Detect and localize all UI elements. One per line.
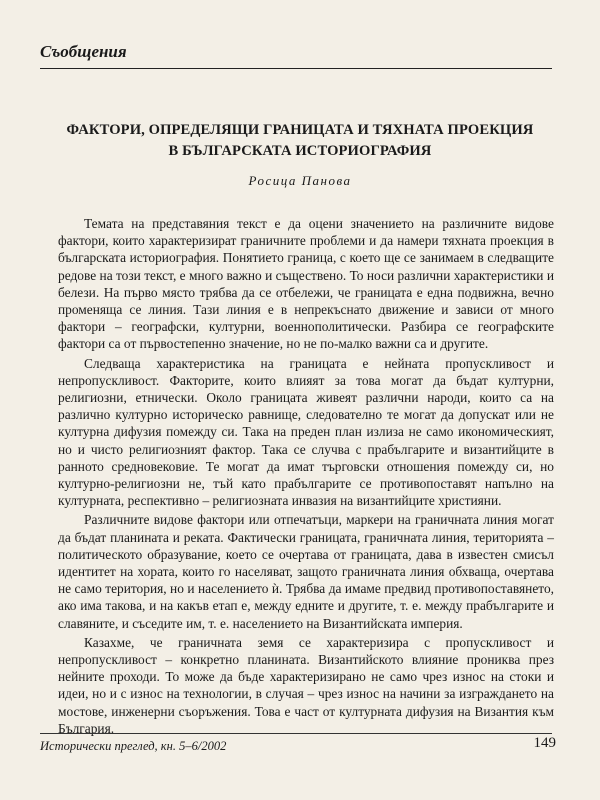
- footer-rule: [40, 733, 552, 734]
- paragraph-3: Различните видове фактори или отпечатъци, маркери на граничната линия могат да бъдат планината и реката. Фактически границата, граничната линия, територията – политическото образувание, което се очертава от границата, дава в известен смисъл идентитет на хората, които го населяват, защото граничната линия обхваща, очертава не само територия, но и населението ѝ. Трябва да имаме предвид противопоставянето, ако има такова, и на какъв етап е, между едните и другите, т. е. между прабългарите и славяните, и съседите им, т. е. населението на Византийската империя.: [58, 512, 554, 631]
- paragraph-4: Казахме, че граничната земя се характеризира с пропускливост и непропускливост – конкретно планината. Византийското влияние прониква през нейните проходи. То може да бъде характеризирано не само чрез износ на стоки и идеи, но и с износ на технологии, в случая – чрез износ на начини за изграждането на мостове, инженерни съоръжения. Това е част от културната дифузия на Византия към България.: [58, 634, 554, 736]
- article-title-line-2: В БЪЛГАРСКАТА ИСТОРИОГРАФИЯ: [168, 143, 432, 159]
- paragraph-1: Темата на представяния текст е да оцени значението на различните видове фактори, които характеризират граничните проблеми и да намери тяхната проекция в българската историография. Понятието граница, с което ще се занимаем в следващите редове на този текст, е много важно и съществено. То носи различни характеристики и белези. На първо място трябва да се отбележи, че границата е една подвижна, вечно променяща се линия. Тази линия е в непрекъснато движение и зависи от много фактори – географски, културни, военнополитически. Разбира се географските фактори са от първостепенно значение, но не по-малко важни са и другите.: [58, 216, 554, 352]
- section-label: Съобщения: [40, 42, 127, 61]
- article-author: Росица Панова: [248, 173, 352, 188]
- article-title: [40, 120, 560, 162]
- journal-reference: Исторически преглед, кн. 5–6/2002: [40, 739, 227, 753]
- paragraph-2: Следваща характеристика на границата е нейната пропускливост и непропускливост. Факторите, които влияят за това могат да бъдат културни, религиозни, етнически. Около границата живеят различни народи, които са на различно културно историческо равнище, следователно те могат да допускат или не културна дифузия помежду си. Така на преден план излиза не само икономическият, но и чисто религиозният фактор. Така се случва с прабългарите и византийците в ранното средновековие. Те могат да имат търговски отношения помежду си, но културно-религиозни не, тъй като прабългарите се противопоставят напълно на културната, респективно – религиозната инвазия на византийците християни.: [58, 355, 554, 509]
- header-rule: [40, 68, 552, 69]
- page-number: 149: [533, 735, 556, 751]
- article-body: [58, 215, 554, 739]
- article-title-line-1: ФАКТОРИ, ОПРЕДЕЛЯЩИ ГРАНИЦАТА И ТЯХНАТА ПРОЕКЦИЯ: [66, 122, 534, 138]
